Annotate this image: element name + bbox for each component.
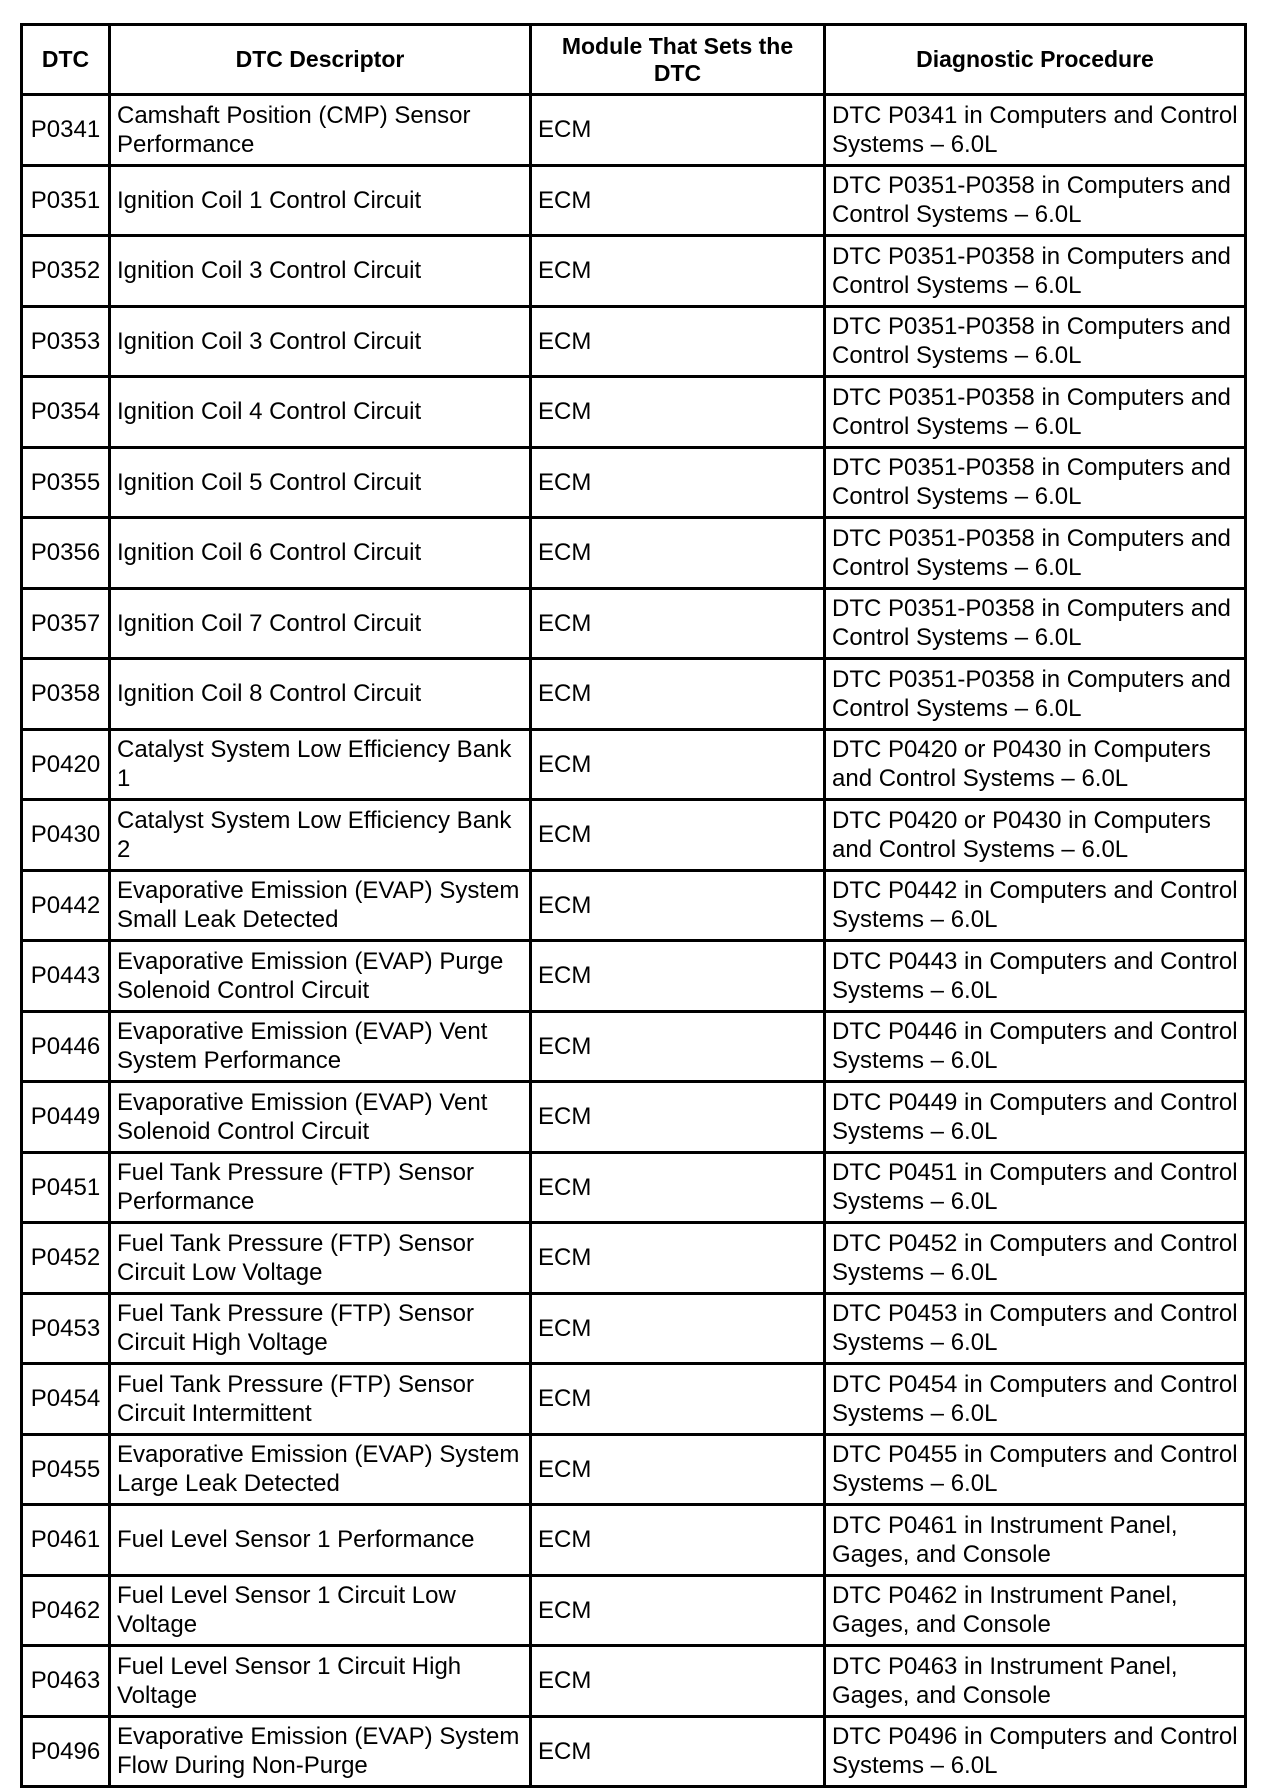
cell-procedure: DTC P0351-P0358 in Computers and Control Systems – 6.0L	[825, 236, 1246, 307]
table-body	[22, 95, 1246, 1787]
cell-procedure: DTC P0351-P0358 in Computers and Control Systems – 6.0L	[825, 447, 1246, 518]
table-row	[22, 1152, 1246, 1223]
cell-dtc: P0351	[22, 165, 110, 236]
table-row	[22, 659, 1246, 730]
cell-procedure: DTC P0442 in Computers and Control Systems – 6.0L	[825, 870, 1246, 941]
cell-descriptor: Evaporative Emission (EVAP) Purge Solenoid Control Circuit	[110, 941, 531, 1012]
cell-dtc: P0449	[22, 1082, 110, 1153]
cell-procedure: DTC P0462 in Instrument Panel, Gages, and Console	[825, 1575, 1246, 1646]
cell-dtc: P0455	[22, 1434, 110, 1505]
cell-procedure: DTC P0449 in Computers and Control Systems – 6.0L	[825, 1082, 1246, 1153]
dtc-table	[20, 23, 1247, 1788]
cell-module: ECM	[531, 1082, 825, 1153]
cell-procedure: DTC P0420 or P0430 in Computers and Control Systems – 6.0L	[825, 729, 1246, 800]
cell-module: ECM	[531, 1434, 825, 1505]
table-row	[22, 95, 1246, 166]
cell-dtc: P0430	[22, 800, 110, 871]
cell-dtc: P0446	[22, 1011, 110, 1082]
cell-dtc: P0496	[22, 1716, 110, 1787]
cell-module: ECM	[531, 1152, 825, 1223]
cell-dtc: P0452	[22, 1223, 110, 1294]
cell-procedure: DTC P0452 in Computers and Control Systems – 6.0L	[825, 1223, 1246, 1294]
header-descriptor: DTC Descriptor	[110, 25, 531, 95]
cell-dtc: P0353	[22, 306, 110, 377]
cell-module: ECM	[531, 1223, 825, 1294]
cell-dtc: P0462	[22, 1575, 110, 1646]
cell-procedure: DTC P0453 in Computers and Control Systems – 6.0L	[825, 1293, 1246, 1364]
table-row	[22, 1505, 1246, 1576]
cell-procedure: DTC P0351-P0358 in Computers and Control Systems – 6.0L	[825, 518, 1246, 589]
cell-descriptor: Ignition Coil 3 Control Circuit	[110, 236, 531, 307]
cell-dtc: P0451	[22, 1152, 110, 1223]
cell-module: ECM	[531, 447, 825, 518]
cell-descriptor: Evaporative Emission (EVAP) System Flow During Non-Purge	[110, 1716, 531, 1787]
cell-module: ECM	[531, 1011, 825, 1082]
cell-descriptor: Evaporative Emission (EVAP) System Large Leak Detected	[110, 1434, 531, 1505]
cell-dtc: P0453	[22, 1293, 110, 1364]
cell-module: ECM	[531, 165, 825, 236]
cell-dtc: P0442	[22, 870, 110, 941]
table-row	[22, 1293, 1246, 1364]
cell-procedure: DTC P0420 or P0430 in Computers and Control Systems – 6.0L	[825, 800, 1246, 871]
cell-descriptor: Catalyst System Low Efficiency Bank 2	[110, 800, 531, 871]
table-row	[22, 165, 1246, 236]
table-row	[22, 447, 1246, 518]
cell-module: ECM	[531, 941, 825, 1012]
cell-dtc: P0352	[22, 236, 110, 307]
cell-descriptor: Ignition Coil 6 Control Circuit	[110, 518, 531, 589]
header-dtc: DTC	[22, 25, 110, 95]
table-row	[22, 1364, 1246, 1435]
cell-procedure: DTC P0341 in Computers and Control Systems – 6.0L	[825, 95, 1246, 166]
cell-procedure: DTC P0351-P0358 in Computers and Control Systems – 6.0L	[825, 165, 1246, 236]
table-row	[22, 377, 1246, 448]
cell-descriptor: Fuel Tank Pressure (FTP) Sensor Circuit High Voltage	[110, 1293, 531, 1364]
cell-module: ECM	[531, 659, 825, 730]
cell-descriptor: Catalyst System Low Efficiency Bank 1	[110, 729, 531, 800]
cell-procedure: DTC P0351-P0358 in Computers and Control Systems – 6.0L	[825, 377, 1246, 448]
cell-module: ECM	[531, 1646, 825, 1717]
cell-module: ECM	[531, 1364, 825, 1435]
cell-descriptor: Fuel Level Sensor 1 Performance	[110, 1505, 531, 1576]
table-row	[22, 729, 1246, 800]
table-row	[22, 1716, 1246, 1787]
cell-descriptor: Ignition Coil 1 Control Circuit	[110, 165, 531, 236]
cell-module: ECM	[531, 377, 825, 448]
cell-dtc: P0420	[22, 729, 110, 800]
cell-procedure: DTC P0446 in Computers and Control Systems – 6.0L	[825, 1011, 1246, 1082]
cell-module: ECM	[531, 95, 825, 166]
table-row	[22, 1011, 1246, 1082]
cell-module: ECM	[531, 729, 825, 800]
cell-module: ECM	[531, 236, 825, 307]
cell-descriptor: Fuel Tank Pressure (FTP) Sensor Circuit Low Voltage	[110, 1223, 531, 1294]
table-row	[22, 306, 1246, 377]
cell-descriptor: Fuel Level Sensor 1 Circuit High Voltage	[110, 1646, 531, 1717]
table-row	[22, 800, 1246, 871]
cell-module: ECM	[531, 1716, 825, 1787]
cell-procedure: DTC P0461 in Instrument Panel, Gages, and Console	[825, 1505, 1246, 1576]
table-row	[22, 1434, 1246, 1505]
cell-procedure: DTC P0463 in Instrument Panel, Gages, and Console	[825, 1646, 1246, 1717]
table-row	[22, 1223, 1246, 1294]
header-row	[22, 25, 1246, 95]
table-row	[22, 870, 1246, 941]
cell-dtc: P0354	[22, 377, 110, 448]
cell-procedure: DTC P0351-P0358 in Computers and Control Systems – 6.0L	[825, 588, 1246, 659]
table-row	[22, 588, 1246, 659]
cell-procedure: DTC P0454 in Computers and Control Systems – 6.0L	[825, 1364, 1246, 1435]
table-row	[22, 236, 1246, 307]
cell-module: ECM	[531, 870, 825, 941]
cell-dtc: P0356	[22, 518, 110, 589]
cell-dtc: P0358	[22, 659, 110, 730]
cell-dtc: P0454	[22, 1364, 110, 1435]
cell-procedure: DTC P0451 in Computers and Control Systems – 6.0L	[825, 1152, 1246, 1223]
cell-dtc: P0461	[22, 1505, 110, 1576]
cell-descriptor: Fuel Tank Pressure (FTP) Sensor Performance	[110, 1152, 531, 1223]
table-header	[22, 25, 1246, 95]
table-row	[22, 941, 1246, 1012]
cell-descriptor: Evaporative Emission (EVAP) Vent System Performance	[110, 1011, 531, 1082]
cell-dtc: P0355	[22, 447, 110, 518]
cell-descriptor: Ignition Coil 7 Control Circuit	[110, 588, 531, 659]
cell-descriptor: Ignition Coil 5 Control Circuit	[110, 447, 531, 518]
cell-descriptor: Fuel Level Sensor 1 Circuit Low Voltage	[110, 1575, 531, 1646]
cell-dtc: P0443	[22, 941, 110, 1012]
cell-descriptor: Ignition Coil 8 Control Circuit	[110, 659, 531, 730]
cell-descriptor: Camshaft Position (CMP) Sensor Performance	[110, 95, 531, 166]
table-row	[22, 1575, 1246, 1646]
cell-procedure: DTC P0496 in Computers and Control Systems – 6.0L	[825, 1716, 1246, 1787]
cell-module: ECM	[531, 1575, 825, 1646]
header-procedure: Diagnostic Procedure	[825, 25, 1246, 95]
cell-dtc: P0357	[22, 588, 110, 659]
cell-procedure: DTC P0351-P0358 in Computers and Control Systems – 6.0L	[825, 306, 1246, 377]
header-module: Module That Sets the DTC	[531, 25, 825, 95]
cell-descriptor: Evaporative Emission (EVAP) Vent Solenoid Control Circuit	[110, 1082, 531, 1153]
cell-module: ECM	[531, 1293, 825, 1364]
table-row	[22, 1646, 1246, 1717]
table-row	[22, 1082, 1246, 1153]
cell-module: ECM	[531, 518, 825, 589]
cell-procedure: DTC P0351-P0358 in Computers and Control Systems – 6.0L	[825, 659, 1246, 730]
cell-descriptor: Ignition Coil 4 Control Circuit	[110, 377, 531, 448]
table-row	[22, 518, 1246, 589]
cell-module: ECM	[531, 306, 825, 377]
cell-descriptor: Evaporative Emission (EVAP) System Small Leak Detected	[110, 870, 531, 941]
cell-descriptor: Ignition Coil 3 Control Circuit	[110, 306, 531, 377]
cell-module: ECM	[531, 1505, 825, 1576]
cell-dtc: P0341	[22, 95, 110, 166]
cell-procedure: DTC P0455 in Computers and Control Systems – 6.0L	[825, 1434, 1246, 1505]
cell-module: ECM	[531, 800, 825, 871]
cell-module: ECM	[531, 588, 825, 659]
cell-procedure: DTC P0443 in Computers and Control Systems – 6.0L	[825, 941, 1246, 1012]
cell-dtc: P0463	[22, 1646, 110, 1717]
cell-descriptor: Fuel Tank Pressure (FTP) Sensor Circuit Intermittent	[110, 1364, 531, 1435]
